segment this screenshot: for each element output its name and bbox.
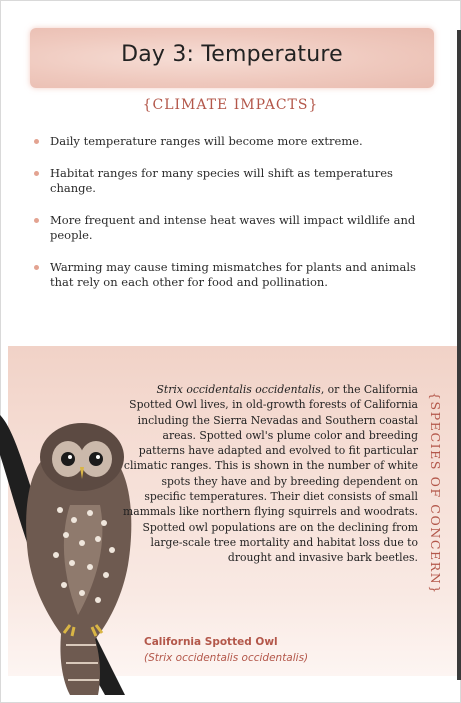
bullet-icon xyxy=(34,218,39,223)
section-heading-species-of-concern: {SPECIES OF CONCERN} xyxy=(428,392,443,595)
section-heading-climate-impacts: {CLIMATE IMPACTS} xyxy=(142,97,319,113)
page-title: Day 3: Temperature xyxy=(121,42,343,67)
list-item xyxy=(32,260,427,290)
bullet-icon xyxy=(34,171,39,176)
list-item xyxy=(32,166,427,196)
list-item xyxy=(32,134,427,149)
list-item xyxy=(32,213,427,243)
impact-text: Daily temperature ranges will become more extreme. xyxy=(50,134,363,148)
bullet-icon xyxy=(34,265,39,270)
page-side-rule xyxy=(457,30,461,680)
impacts-list xyxy=(32,134,427,307)
species-description xyxy=(118,382,418,566)
impact-text: More frequent and intense heat waves will impact wildlife and people. xyxy=(50,213,416,242)
caption-scientific-name: (Strix occidentalis occidentalis) xyxy=(144,652,309,664)
species-description-text: , or the California Spotted Owl lives, in old-growth forests of California including the Sierra Nevadas and Southern coastal areas. Spotted owl's plume color and breeding patterns have adapted and evolved to fit particular climatic ranges. This is shown in the number of white spots they have and by breeding dependent on specific temperatures. Their diet consists of small mammals like northern flying squirrels and woodrats. Spotted owl populations are on the declining from large-scale tree mortality and habitat loss due to drought and invasive bark beetles. xyxy=(123,383,418,565)
impact-text: Warming may cause timing mismatches for plants and animals that rely on each other for food and pollination. xyxy=(50,260,416,289)
species-scientific-name: Strix occidentalis occidentalis xyxy=(156,383,321,396)
bullet-icon xyxy=(34,139,39,144)
caption-common-name: California Spotted Owl xyxy=(144,636,278,648)
impact-text: Habitat ranges for many species will shift as temperatures change. xyxy=(50,166,393,195)
